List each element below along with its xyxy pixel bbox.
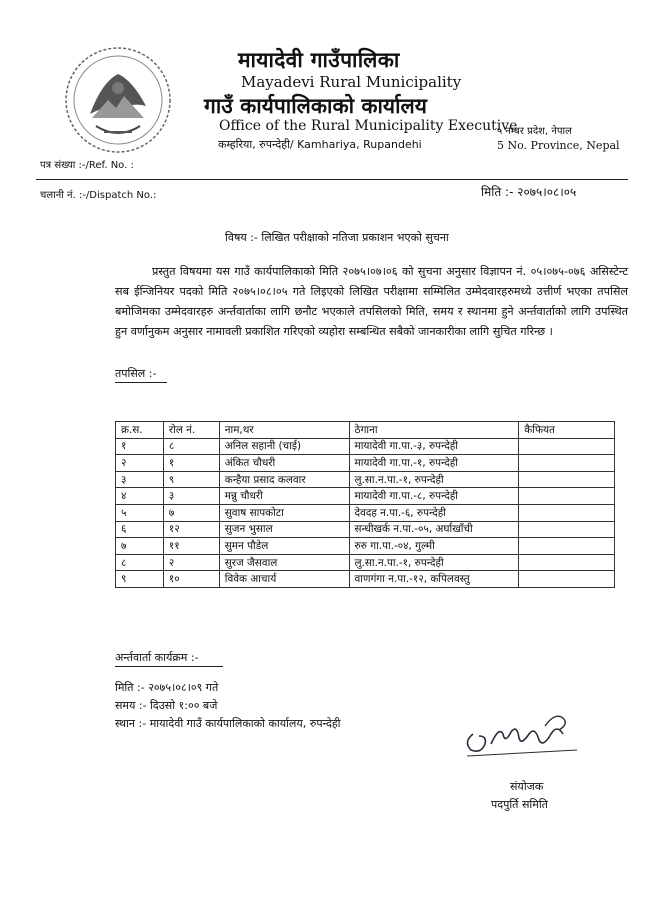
letter-date: मिति :- २०७५।०८।०५: [481, 185, 577, 199]
ref-number-label: पत्र संख्या :-/Ref. No. :: [40, 160, 134, 171]
cell-address: लु.सा.न.पा.-१, रुपन्देही: [349, 471, 519, 488]
cell-remarks: [519, 438, 615, 455]
col-name: नाम,थर: [219, 422, 349, 439]
cell-remarks: [519, 455, 615, 472]
table-row: [116, 504, 615, 521]
cell-roll: ७: [163, 504, 219, 521]
cell-roll: २: [163, 554, 219, 571]
notice-body: प्रस्तुत विषयमा यस गाउँ कार्यपालिकाको मिति २०७५।०७।०६ को सुचना अनुसार विज्ञापन नं. ०५।०७५-०७६ असिस्टेन्ट सब ईन्जिनियर पदको मिति २०७५।०८।०५ गते लिइएको लिखित परीक्षामा सम्मिलित उम्मेदवारहरुमध्ये उत्तीर्ण भएका तपसिल बमोजिमका उम्मेदवारहरु अर्न्तवार्ताका लागि छनौट भएकाले तपसिलको मिति, समय र स्थानमा हुने अर्न्तवार्ताको लागि उपस्थित हुन वर्णानुकम अनुसार नामावली प्रकाशित गरिएको व्यहोरा सम्बन्धित सबैको जानकारीका लागि सुचित गरिन्छ ।: [115, 265, 628, 338]
cell-serial: ५: [116, 504, 164, 521]
table-row: [116, 488, 615, 505]
cell-roll: १: [163, 455, 219, 472]
cell-serial: ४: [116, 488, 164, 505]
table-row: [116, 521, 615, 538]
signature-icon: [459, 704, 589, 762]
cell-address: रुरु गा.पा.-०४, गुल्मी: [349, 538, 519, 555]
cell-serial: ३: [116, 471, 164, 488]
cell-serial: ८: [116, 554, 164, 571]
cell-name: सुजन भुसाल: [219, 521, 349, 538]
cell-address: सन्धीखर्क न.पा.-०५, अर्घाखाँची: [349, 521, 519, 538]
table-row: [116, 471, 615, 488]
cell-remarks: [519, 504, 615, 521]
office-address: कम्हरिया, रुपन्देही/ Kamhariya, Rupandehi: [218, 138, 422, 151]
cell-serial: १: [116, 438, 164, 455]
nepal-emblem-icon: [62, 44, 174, 156]
cell-address: मायादेवी गा.पा.-३, रुपन्देही: [349, 438, 519, 455]
table-row: [116, 554, 615, 571]
table-row: [116, 438, 615, 455]
cell-address: मायादेवी गा.पा.-१, रुपन्देही: [349, 455, 519, 472]
interview-heading: अर्न्तवार्ता कार्यक्रम :-: [115, 651, 199, 664]
cell-name: कन्हैया प्रसाद कलवार: [219, 471, 349, 488]
cell-address: मायादेवी गा.पा.-८, रुपन्देही: [349, 488, 519, 505]
header-divider: [36, 179, 628, 180]
details-label: तपसिल :-: [115, 367, 157, 380]
cell-serial: ९: [116, 571, 164, 588]
cell-remarks: [519, 521, 615, 538]
cell-serial: २: [116, 455, 164, 472]
cell-remarks: [519, 571, 615, 588]
municipality-name-en: Mayadevi Rural Municipality: [241, 73, 462, 91]
cell-address: देवदह न.पा.-६, रुपन्देही: [349, 504, 519, 521]
cell-remarks: [519, 554, 615, 571]
cell-name: विवेक आचार्य: [219, 571, 349, 588]
interview-date: मिति :- २०७५।०८।०९ गते: [115, 681, 219, 694]
table-header-row: [116, 422, 615, 439]
cell-remarks: [519, 488, 615, 505]
details-label-underline: [115, 382, 167, 383]
interview-time: समय :- दिउसो १:०० बजे: [115, 699, 218, 712]
col-remarks: कैफियत: [519, 422, 615, 439]
signatory-role: संयोजक: [510, 780, 544, 793]
cell-name: मन्नु चौधरी: [219, 488, 349, 505]
col-serial: क्र.स.: [116, 422, 164, 439]
col-roll: रोल नं.: [163, 422, 219, 439]
cell-address: वाणगंगा न.पा.-१२, कपिलवस्तु: [349, 571, 519, 588]
office-name-en: Office of the Rural Municipality Executive: [219, 118, 518, 134]
interview-heading-underline: [115, 666, 223, 667]
table-row: [116, 538, 615, 555]
cell-roll: ३: [163, 488, 219, 505]
cell-roll: ८: [163, 438, 219, 455]
province-en: 5 No. Province, Nepal: [497, 139, 620, 152]
interview-place: स्थान :- मायादेवी गाउँ कार्यपालिकाको कार्यालय, रुपन्देही: [115, 717, 341, 730]
cell-name: सुरज जैसवाल: [219, 554, 349, 571]
dispatch-number-label: चलानी नं. :-/Dispatch No.:: [40, 190, 157, 201]
province-np: ५ नम्बर प्रदेश, नेपाल: [497, 126, 572, 137]
cell-serial: ६: [116, 521, 164, 538]
cell-roll: ११: [163, 538, 219, 555]
municipality-name-np: मायादेवी गाउँपालिका: [238, 48, 400, 72]
cell-remarks: [519, 471, 615, 488]
cell-name: अंकित चौधरी: [219, 455, 349, 472]
cell-roll: ९: [163, 471, 219, 488]
candidate-table: [115, 421, 615, 588]
table-row: [116, 455, 615, 472]
cell-roll: १२: [163, 521, 219, 538]
cell-roll: १०: [163, 571, 219, 588]
cell-remarks: [519, 538, 615, 555]
office-name-np: गाउँ कार्यपालिकाको कार्यालय: [204, 94, 427, 118]
col-address: ठेगाना: [349, 422, 519, 439]
table-row: [116, 571, 615, 588]
cell-serial: ७: [116, 538, 164, 555]
signatory-committee: पदपुर्ति समिति: [491, 798, 548, 811]
cell-name: सुमन पौडेल: [219, 538, 349, 555]
cell-name: अनिल सहानी (चाई): [219, 438, 349, 455]
subject-line: विषय :- लिखित परीक्षाको नतिजा प्रकाशन भएको सुचना: [225, 231, 449, 244]
cell-name: सुवाष सापकोटा: [219, 504, 349, 521]
cell-address: लु.सा.न.पा.-१, रुपन्देही: [349, 554, 519, 571]
